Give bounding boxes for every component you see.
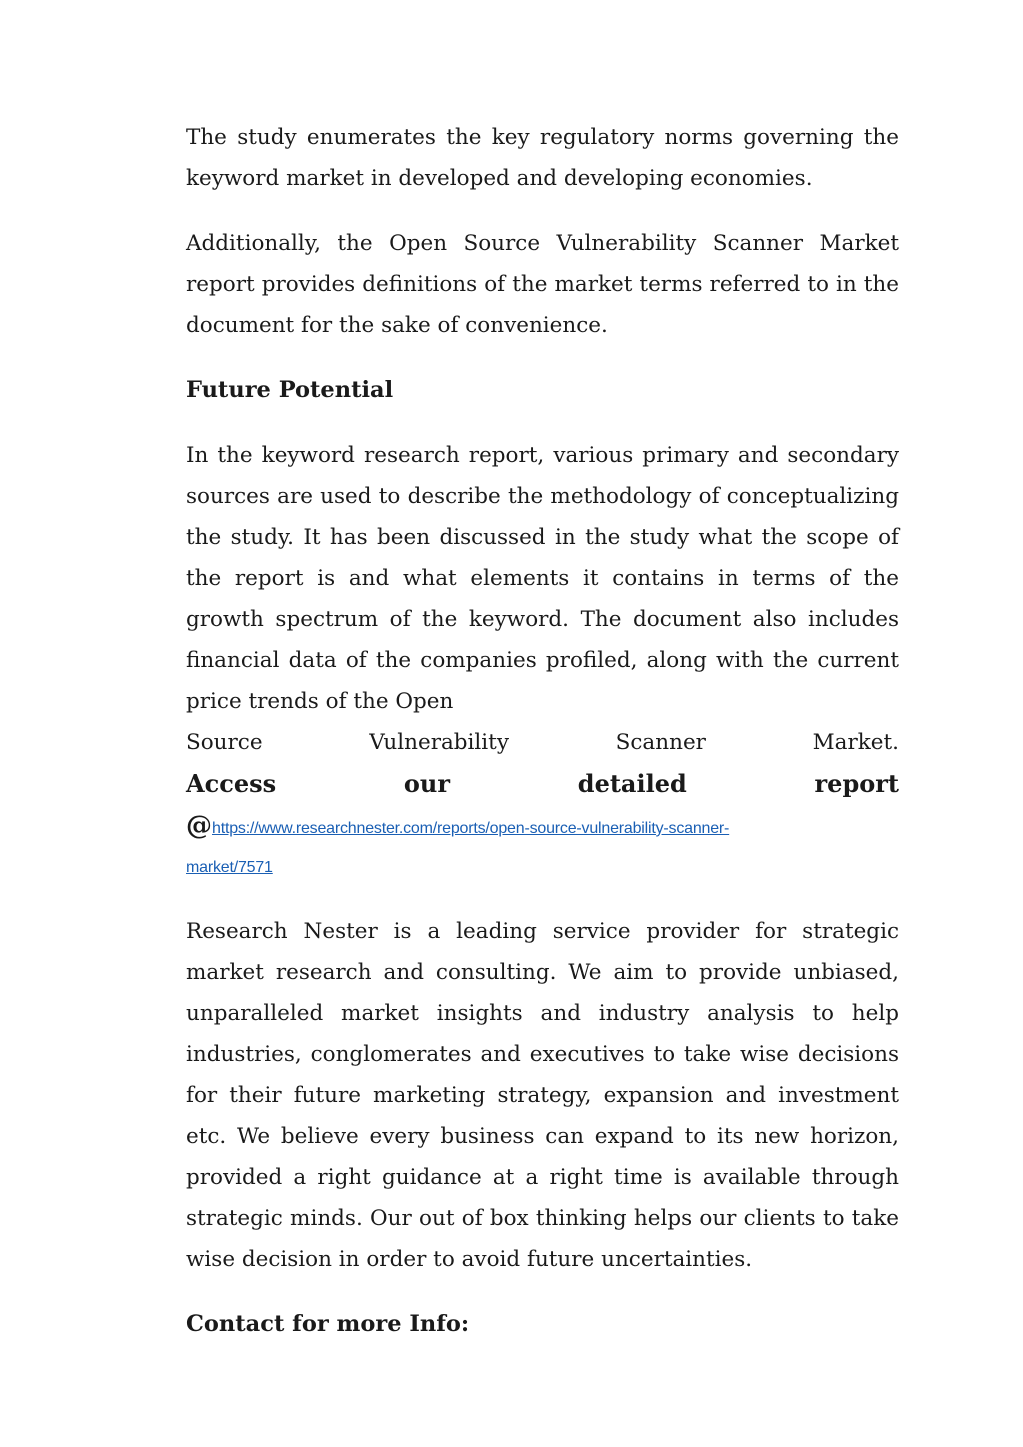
access-word: report [814, 769, 899, 798]
word: Source [186, 730, 263, 755]
word: Vulnerability [369, 730, 509, 755]
report-link-line-1[interactable]: https://www.researchnester.com/reports/open-source-vulnerability-scanner- [212, 820, 730, 837]
access-word: our [403, 769, 451, 798]
word: Scanner [615, 730, 706, 755]
paragraph-regulatory-norms: The study enumerates the key regulatory norms governing the keyword market in developed and developing economies. [186, 125, 899, 191]
word: Market. [812, 730, 899, 755]
paragraph-definitions: Additionally, the Open Source Vulnerability Scanner Market report provides definitions of the market terms referred to in the document for the sake of convenience. [186, 231, 899, 338]
heading-contact: Contact for more Info: [186, 1311, 470, 1337]
document-content [186, 117, 899, 1345]
paragraph-research-nester: Research Nester is a leading service provider for strategic market research and consulting. We aim to provide unbiased, unparalleled market insights and industry analysis to help industries, conglomerates and executives to take wise decisions for their future marketing strategy, expansion and investment etc. We believe every business can expand to its new horizon, provided a right guidance at a right time is available through strategic minds. Our out of box thinking helps our clients to take wise decision in order to avoid future uncertainties. [186, 919, 899, 1272]
heading-future-potential: Future Potential [186, 377, 394, 403]
access-word: detailed [577, 769, 687, 798]
access-report-line [186, 763, 899, 805]
report-link-block [186, 807, 899, 887]
at-sign: @ [186, 811, 212, 841]
paragraph-research-report: In the keyword research report, various primary and secondary sources are used to describe the methodology of conceptualizing the study. It has been discussed in the study what the scope of the report is and what elements it contains in terms of the growth spectrum of the keyword. The document also includes financial data of the companies profiled, along with the current price trends of the Open [186, 443, 899, 714]
access-word: Access [186, 769, 277, 798]
paragraph-research-report-last-line [186, 722, 899, 763]
report-link-line-2[interactable]: market/7571 [186, 859, 273, 876]
